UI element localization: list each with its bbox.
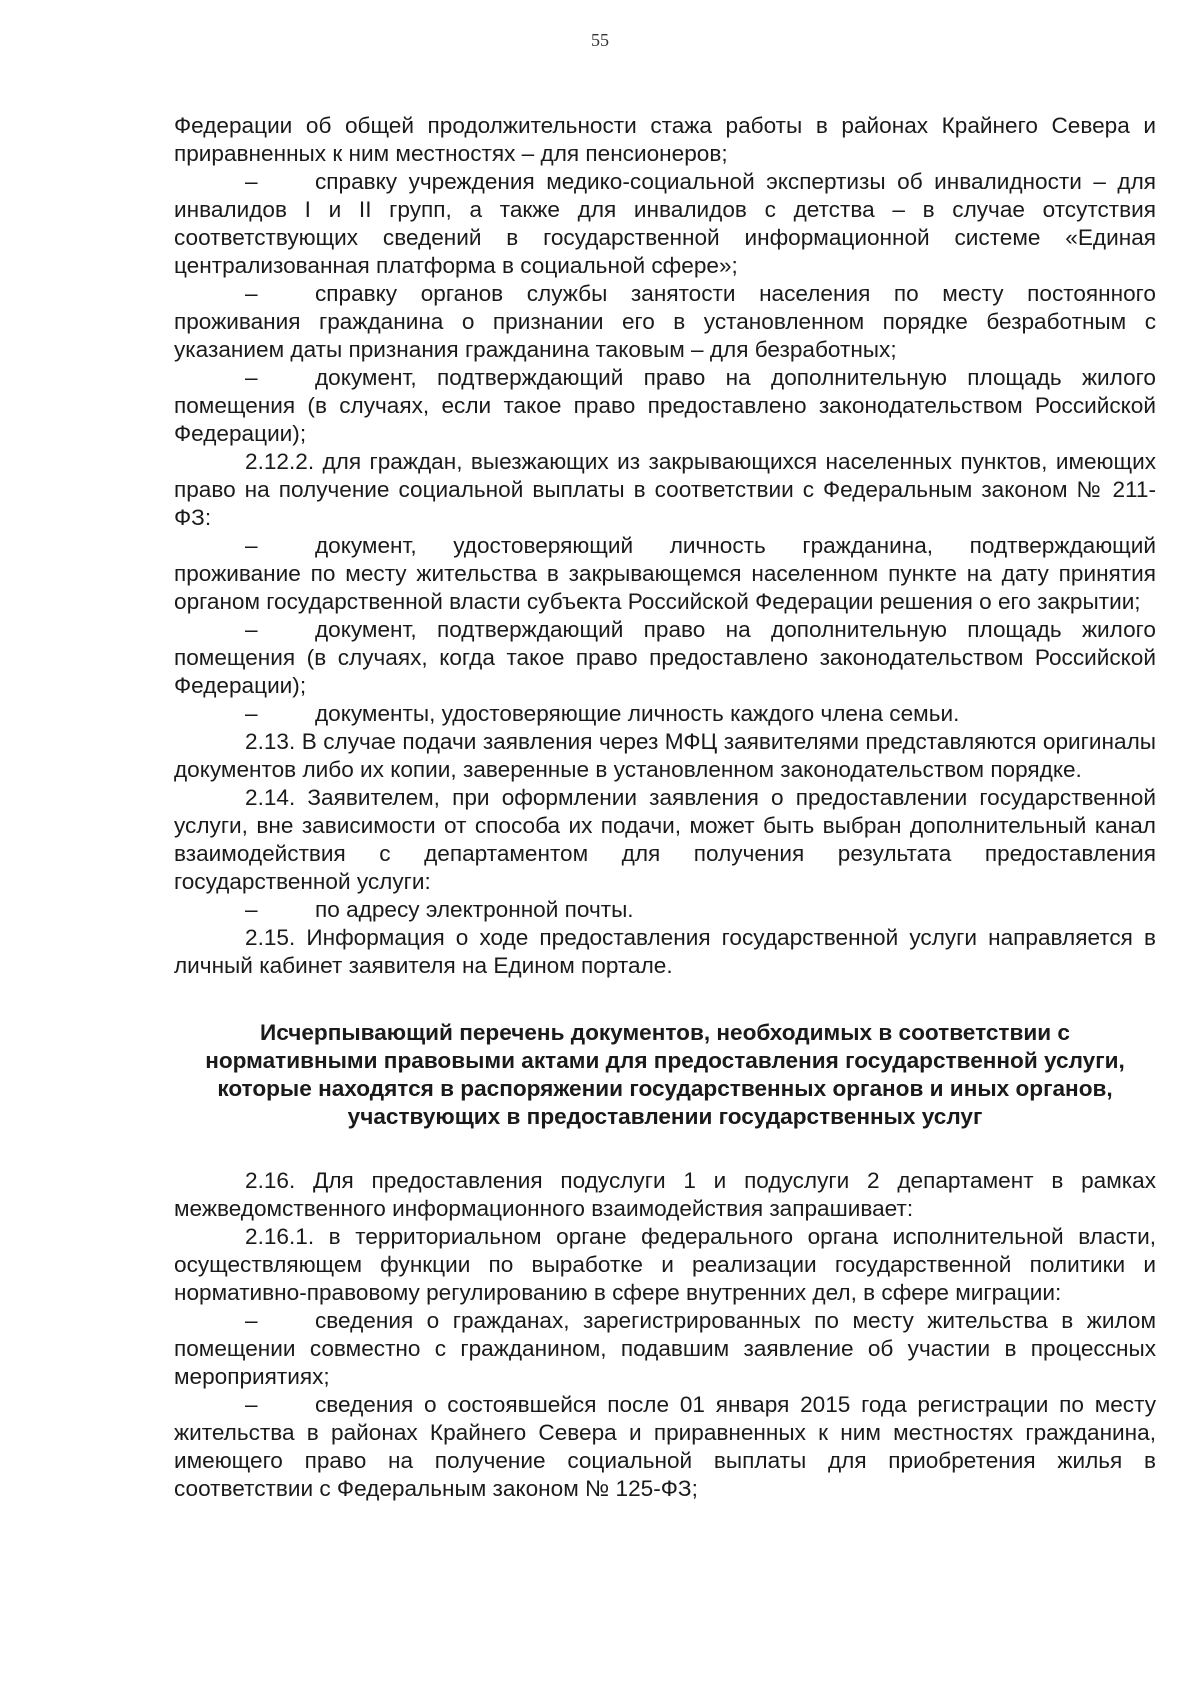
list-dash: – [245, 701, 258, 726]
list-item [174, 364, 1156, 448]
paragraph: 2.14. Заявителем, при оформлении заявления о предоставлении государственной услуги, вне зависимости от способа их подачи, может быть выбран дополнительный канал взаимодействия с департаментом для получения результата предоставления государственной услуги: [174, 785, 1156, 894]
paragraph: 2.13. В случае подачи заявления через МФЦ заявителями представляются оригиналы документов либо их копии, заверенные в установленном законодательством порядке. [174, 729, 1156, 782]
list-item-text: справку учреждения медико-социальной экспертизы об инвалидности – для инвалидов I и II групп, а также для инвалидов с детства – в случае отсутствия соответствующих сведений в государственной информационной системе «Единая централизованная платформа в социальной сфере»; [174, 169, 1156, 278]
list-item-text: сведения о гражданах, зарегистрированных по месту жительства в жилом помещении совместно с гражданином, подавшим заявление об участии в процессных мероприятиях; [174, 1308, 1156, 1389]
list-item-text: документ, удостоверяющий личность гражданина, подтверждающий проживание по месту жительства в закрывающемся населенном пункте на дату принятия органом государственной власти субъекта Российской Федерации решения о его закрытии; [174, 533, 1156, 614]
list-dash: – [245, 533, 258, 558]
list-item-text: документ, подтверждающий право на дополнительную площадь жилого помещения (в случаях, когда такое право предоставлено законодательством Российской Федерации); [174, 617, 1156, 698]
list-dash: – [245, 617, 258, 642]
section-interagency-requests [174, 1167, 1156, 1503]
paragraph: 2.15. Информация о ходе предоставления государственной услуги направляется в личный кабинет заявителя на Едином портале. [174, 925, 1156, 978]
document-body [174, 112, 1156, 1503]
section-heading: Исчерпывающий перечень документов, необходимых в соответствии с нормативными правовыми актами для предоставления государственной услуги, которые находятся в распоряжении государственных органов и иных органов, участвующих в предоставлении государственных услуг [205, 1020, 1125, 1129]
list-item [174, 616, 1156, 700]
list-dash: – [245, 897, 258, 922]
paragraph: 2.16. Для предоставления подуслуги 1 и подуслуги 2 департамент в рамках межведомственного информационного взаимодействия запрашивает: [174, 1168, 1156, 1221]
list-item-text: документ, подтверждающий право на дополнительную площадь жилого помещения (в случаях, если такое право предоставлено законодательством Российской Федерации); [174, 365, 1156, 446]
list-dash: – [245, 1392, 258, 1417]
list-item [174, 1307, 1156, 1391]
list-item [174, 896, 1156, 924]
list-item-text: документы, удостоверяющие личность каждого члена семьи. [315, 701, 960, 726]
list-item [174, 1391, 1156, 1503]
list-dash: – [245, 281, 258, 306]
paragraph: Федерации об общей продолжительности стажа работы в районах Крайнего Севера и приравненных к ним местностях – для пенсионеров; [174, 113, 1156, 166]
list-dash: – [245, 169, 258, 194]
paragraph: 2.16.1. в территориальном органе федерального органа исполнительной власти, осуществляющем функции по выработке и реализации государственной политики и нормативно-правовому регулированию в сфере внутренних дел, в сфере миграции: [174, 1224, 1156, 1305]
list-item [174, 532, 1156, 616]
paragraph: 2.12.2. для граждан, выезжающих из закрывающихся населенных пунктов, имеющих право на получение социальной выплаты в соответствии с Федеральным законом № 211-ФЗ: [174, 449, 1156, 530]
list-item-text: справку органов службы занятости населения по месту постоянного проживания гражданина о признании его в установленном порядке безработным с указанием даты признания гражданина таковым – для безработных; [174, 281, 1156, 362]
list-dash: – [245, 365, 258, 390]
list-item-text: сведения о состоявшейся после 01 января 2015 года регистрации по месту жительства в районах Крайнего Севера и приравненных к ним местностях гражданина, имеющего право на получение социальной выплаты для приобретения жилья в соответствии с Федеральным законом № 125-ФЗ; [174, 1392, 1156, 1501]
list-item [174, 280, 1156, 364]
section-requirements [174, 112, 1156, 980]
list-item [174, 700, 1156, 728]
list-item-text: по адресу электронной почты. [315, 897, 634, 922]
page-number: 55 [591, 30, 609, 50]
list-dash: – [245, 1308, 258, 1333]
list-item [174, 168, 1156, 280]
